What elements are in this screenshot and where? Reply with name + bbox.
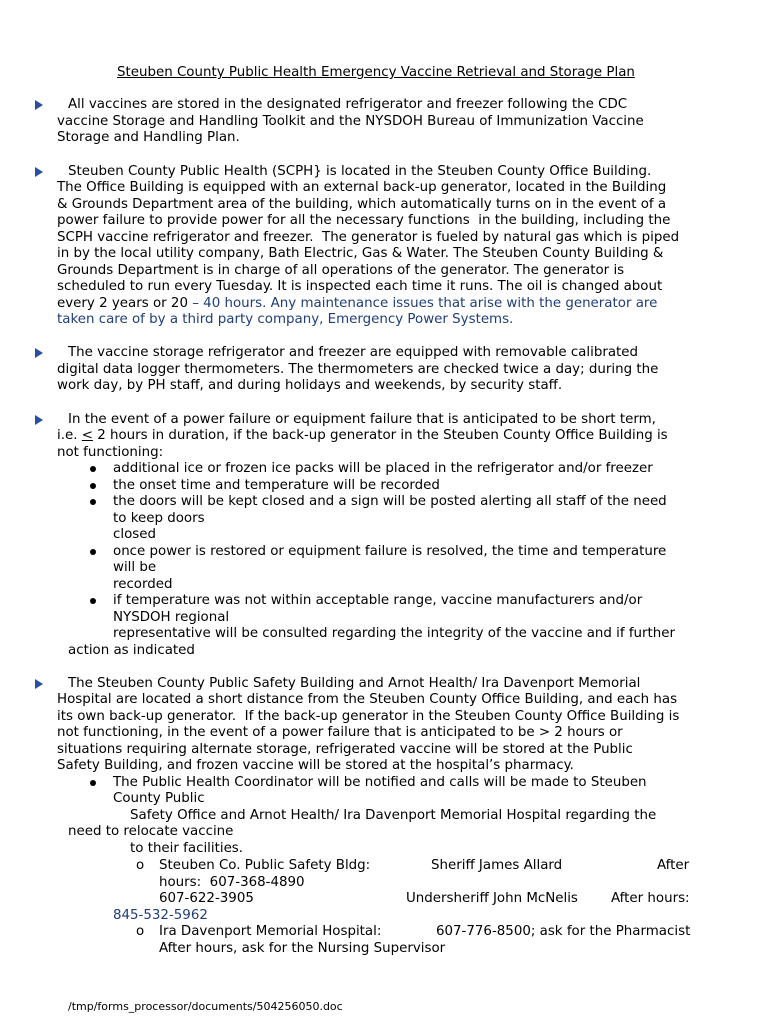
bullet-dot-icon: [90, 499, 96, 505]
contact-after: After: [657, 858, 690, 873]
contact-label: Steuben Co. Public Safety Bldg:: [159, 858, 371, 873]
paragraph-line: The Steuben County Public Safety Building and Arnot Health/ Ira Davenport Memorial: [68, 676, 641, 691]
paragraph-line: in by the local utility company, Bath Electric, Gas & Water. The Steuben County Building &: [57, 246, 664, 261]
paragraph-line: The vaccine storage refrigerator and freezer are equipped with removable calibrated: [68, 345, 639, 360]
footer-path: /tmp/forms_processor/documents/504256050.doc: [68, 1000, 343, 1013]
paragraph-line: situations requiring alternate storage, refrigerated vaccine will be stored at the Public: [57, 742, 633, 757]
paragraph-line: [57, 428, 668, 444]
list-item: the onset time and temperature will be recorded: [113, 478, 440, 493]
list-item-continued: to keep doors: [113, 511, 205, 526]
contact-name: Undersheriff John McNelis: [406, 891, 578, 906]
list-item-continued: action as indicated: [68, 643, 195, 658]
paragraph-line: vaccine Storage and Handling Toolkit and the NYSDOH Bureau of Immunization Vaccine: [57, 114, 644, 129]
contact-phone: 607-622-3905: [159, 891, 254, 906]
list-item-continued: closed: [113, 527, 156, 542]
bullet-dot-icon: [90, 483, 96, 489]
list-item-continued: County Public: [113, 791, 205, 806]
list-item-continued: will be: [113, 560, 157, 575]
bullet-dot-icon: [90, 598, 96, 604]
contact-phone: 607-776-8500; ask for the Pharmacist: [436, 924, 691, 939]
paragraph-line: not functioning, in the event of a power failure that is anticipated to be > 2 hours or: [57, 725, 623, 740]
paragraph-line: & Grounds Department area of the building, which automatically turns on in the event of a: [57, 197, 667, 212]
less-equal-symbol: <: [81, 428, 93, 443]
paragraph-line: Grounds Department is in charge of all operations of the generator. The generator is: [57, 263, 625, 278]
bullet-dot-icon: [90, 466, 96, 472]
list-item-continued: to their facilities.: [130, 841, 244, 856]
paragraph-line: [57, 296, 657, 312]
arrow-bullet-icon: [35, 167, 43, 177]
bullet-dot-icon: [90, 549, 96, 555]
paragraph-line: SCPH vaccine refrigerator and freezer. The generator is fueled by natural gas which is piped: [57, 230, 680, 245]
list-item-continued: recorded: [113, 577, 173, 592]
contact-after: After hours, ask for the Nursing Supervisor: [159, 941, 446, 956]
bullet-dot-icon: [90, 780, 96, 786]
list-item: if temperature was not within acceptable range, vaccine manufacturers and/or: [113, 593, 643, 608]
arrow-bullet-icon: [35, 415, 43, 425]
arrow-bullet-icon: [35, 679, 43, 689]
list-item: the doors will be kept closed and a sign will be posted alerting all staff of the need: [113, 494, 667, 509]
paragraph-line: work day, by PH staff, and during holidays and weekends, by security staff.: [57, 378, 563, 393]
sub-bullet-marker: o: [136, 924, 145, 939]
text-run-blue: – 40 hours. Any maintenance issues that arise with the generator are: [192, 296, 658, 311]
contact-phone: hours: 607-368-4890: [159, 875, 305, 890]
paragraph-line: In the event of a power failure or equipment failure that is anticipated to be short term,: [68, 412, 656, 427]
text-run: 2 hours in duration, if the back-up generator in the Steuben County Office Building is: [92, 428, 668, 443]
paragraph-line: Storage and Handling Plan.: [57, 130, 240, 145]
sub-bullet-marker: o: [136, 858, 145, 873]
contact-phone: 845-532-5962: [113, 908, 208, 923]
arrow-bullet-icon: [35, 100, 43, 110]
text-run: every 2 years or 20: [57, 296, 193, 311]
paragraph-line: taken care of by a third party company, Emergency Power Systems.: [57, 312, 514, 327]
paragraph-line: power failure to provide power for all the necessary functions in the building, including the: [57, 213, 671, 228]
list-item-continued: representative will be consulted regarding the integrity of the vaccine and if further: [113, 626, 676, 641]
contact-name: Sheriff James Allard: [431, 858, 563, 873]
paragraph-line: Steuben County Public Health (SCPH} is located in the Steuben County Office Building.: [68, 164, 652, 179]
paragraph-line: All vaccines are stored in the designated refrigerator and freezer following the CDC: [68, 97, 628, 112]
paragraph-line: digital data logger thermometers. The thermometers are checked twice a day; during the: [57, 362, 659, 377]
list-item: additional ice or frozen ice packs will be placed in the refrigerator and/or freezer: [113, 461, 653, 476]
paragraph-line: The Office Building is equipped with an external back-up generator, located in the Building: [57, 180, 667, 195]
list-item-continued: NYSDOH regional: [113, 610, 230, 625]
list-item-continued: need to relocate vaccine: [68, 824, 234, 839]
list-item: once power is restored or equipment failure is resolved, the time and temperature: [113, 544, 667, 559]
paragraph-line: Hospital are located a short distance from the Steuben County Office Building, and each has: [57, 692, 678, 707]
page-title: Steuben County Public Health Emergency Vaccine Retrieval and Storage Plan: [117, 65, 635, 80]
arrow-bullet-icon: [35, 348, 43, 358]
list-item: The Public Health Coordinator will be notified and calls will be made to Steuben: [113, 775, 647, 790]
contact-after: After hours:: [611, 891, 690, 906]
paragraph-line: not functioning:: [57, 445, 164, 460]
paragraph-line: scheduled to run every Tuesday. It is inspected each time it runs. The oil is changed about: [57, 279, 663, 294]
list-item-continued: Safety Office and Arnot Health/ Ira Davenport Memorial Hospital regarding the: [130, 808, 657, 823]
text-run: i.e.: [57, 428, 82, 443]
paragraph-line: its own back-up generator. If the back-up generator in the Steuben County Office Building is: [57, 709, 680, 724]
contact-label: Ira Davenport Memorial Hospital:: [159, 924, 382, 939]
paragraph-line: Safety Building, and frozen vaccine will be stored at the hospital’s pharmacy.: [57, 758, 574, 773]
